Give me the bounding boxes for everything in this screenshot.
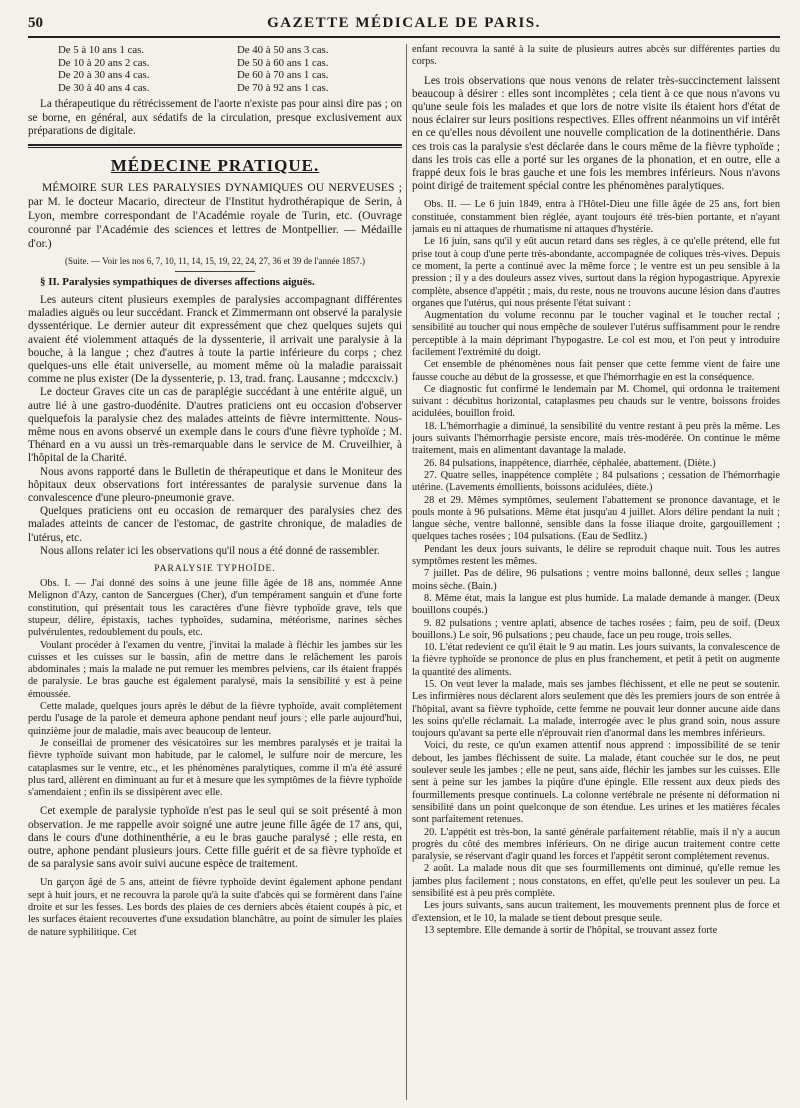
observation-paragraph: 9. 82 pulsations ; ventre aplati, absence de taches rosées ; faim, peu de soif. (Deux bouillons.) Le soir, 96 pulsations ; peu chaude, face un peu rouge, trois selles. [412,617,780,641]
observation-paragraph: Un garçon âgé de 5 ans, atteint de fièvre typhoïde devint également aphone pendant sept à huit jours, et ne recouvra la parole qu'à la suite d'abcès qui se formèrent dans l'aine droite et sur les fesses. Les bords des plaies de ces derniers abcès étaient coupés à pic, et les surfaces étaient recouvertes d'une exsudation blanchâtre, au point de simuler les plaies de nature syphilitique. Cet [28,877,402,938]
observation-paragraph: Les jours suivants, sans aucun traitement, les mouvements prennent plus de force et d'extension, et le 10, la malade se tient debout presque seule. [412,900,780,924]
subheading: § II. Paralysies sympathiques de diverses affections aiguës. [40,275,315,288]
observation-paragraph: Augmentation du volume reconnu par le toucher vaginal et le toucher rectal ; sensibilité au toucher qui nous empêche de soulever l'utérus suffisamment pour le rendre perceptible à la main déprimant l'hypogastre. Le col est mou, et l'on peut y introduire facilement l'extrémité du doigt. [412,310,780,358]
page-header [28,10,780,38]
observation-paragraph: Je conseillai de promener des vésicatoires sur les membres paralysés et je traitai la fièvre typhoïde suivant mon habitude, par le calomel, le sulfure noir de mercure, les cataplasmes sur le ventre, etc., et les phénomènes paralytiques, comme il m'a été assuré plus tard, allèrent en diminuant au fur et à mesure que les symptômes de la fièvre typhoïde s'amendaient ; enfin ils se dissipèrent avec elle. [28,737,402,799]
short-rule [175,271,255,272]
observation-paragraph: Obs. II. — Le 6 juin 1849, entra à l'Hôtel-Dieu une fille âgée de 25 ans, fort bien constituée, constamment bien réglée, ayant toujours été très-bien portante, et n'ayant jamais eu ni attaques de rhumatisme ni attaques d'hystérie. [412,199,780,236]
body-paragraph: Nous avons rapporté dans le Bulletin de thérapeutique et dans le Moniteur des hôpitaux deux observations fort intéressantes de paralysie survenue dans la convalescence d'une pleuro-pneumonie grave. [28,465,402,505]
observation-paragraph: 2 août. La malade nous dit que ses fourmillements ont diminué, qu'elle remue les jambes plus facilement ; nous constatons, en effet, qu'elle peut les soulever un peu. La sensibilité est à peu près complète. [412,863,780,900]
page-number: 50 [28,14,43,31]
age-case-row: De 30 à 40 ans 4 cas. [58,81,150,94]
age-cases-table [28,44,402,94]
body-paragraph: Nous allons relater ici les observations qu'il nous a été donné de rassembler. [40,544,380,557]
column-divider [406,44,407,1100]
observation-paragraph: Ce diagnostic fut confirmé le lendemain par M. Chomel, qui ordonna le traitement suivant : décubitus horizontal, cataplasmes peu chauds sur le ventre, boissons froides acidulées, bouillon froid. [412,383,780,420]
age-case-row: De 5 à 10 ans 1 cas. [58,44,145,56]
age-case-row: De 60 à 70 ans 1 cas. [237,69,329,82]
body-paragraph: Le docteur Graves cite un cas de paraplégie succédant à une entérite aiguë, un autre lié à une gastro-duodénite. D'autres praticiens ont eu occasion d'observer quelquefois la paralysie chez des malades atteints de fièvre intermittente. Nous-même nous en avons observé un exemple dans le cours d'une fièvre typhoïde ; M. Thénard en a vu aussi un très-remarquable dans le service de M. Cruveilhier, à l'hôpital de la Charité. [28,386,402,465]
suite-reference: (Suite. — Voir les nos 6, 7, 10, 11, 14, 15, 19, 22, 24, 27, 36 et 39 de l'année 1857.) [65,255,365,266]
observation-paragraph: Cette malade, quelques jours après le début de la fièvre typhoïde, avait complètement perdu l'usage de la parole et demeura aphone pendant neuf jours ; elle parle aujourd'hui, quinzième jour de maladie, mais avec beaucoup de lenteur. [28,701,402,737]
observation-paragraph: Cet ensemble de phénomènes nous fait penser que cette femme vient de faire une fausse couche au début de la grossesse, et que l'hémorrhagie en est la conséquence. [412,359,780,383]
age-case-row: De 10 à 20 ans 2 cas. [58,56,150,69]
observation-paragraph: 28 et 29. Mêmes symptômes, seulement l'abattement se prononce davantage, et le pouls monte à 96 pulsations. Même état jusqu'au 4 juillet. Alors délire pendant la nuit ; langue sèche, ventre ballonné, sensible dans la fosse iliaque droite, gargouillement ; quelques taches rosées ; 104 pulsations. (Eau de Sedlitz.) [412,494,780,543]
observation-paragraph: 20. L'appétit est très-bon, la santé générale parfaitement rétablie, mais il n'y a aucun progrès du côté des membres inférieurs. On ne dirige aucun traitement contre cette paralysie, se réservant d'agir quand les forces et l'appétit seront complètement revenus. [412,826,780,863]
case-heading: PARALYSIE TYPHOÏDE. [154,564,276,575]
memoir-title: MÉMOIRE SUR LES PARALYSIES DYNAMIQUES OU NERVEUSES ; par M. le docteur Macario, directeur de l'Institut hydrothérapique de Serin, à Lyon, membre correspondant de l'Académie royale de Turin, etc. (Ouvrage couronné par l'Académie des sciences et lettres de Montpellier. — Médaille d'or.) [28,180,402,250]
body-paragraph: Les auteurs citent plusieurs exemples de paralysies accompagnant différentes maladies aiguës ou leur succédant. Franck et Zimmermann ont observé la paralysie dyssentérique. Le dernier auteur dit expressément que chez quelques sujets qui avaient été violemment attaqués de la dyssenterie, il arrivait une paralysie à la bouche, à la langue ; chez d'autres à toute la partie inférieure du corps ; chez quelques-uns elle était universelle, au moment même où la maladie paraissait comme ne plus exister (De la dyssenterie, p. 13, trad. franç. Lausanne ; mdccxciv.) [28,293,402,386]
observation-paragraph: 15. On veut lever la malade, mais ses jambes fléchissent, et elle ne peut se soutenir. Les infirmières nous déclarent alors seulement que dès les premiers jours de son entrée à l'hôpital, avant sa fièvre typhoïde, cette femme ne pouvait leur donner aucune aide dans les soins qu'elle réclamait. La malade, interrogée avec le plus grand soin, nous assure toujours qu'avant sa perte elle n'éprouvait rien d'anormal dans les membres inférieurs. [412,679,780,740]
therapeutic-paragraph: La thérapeutique du rétrécissement de l'aorte n'existe pas pour ainsi dire pas ; on se borne, en général, aux sédatifs de la circulation, presque exclusivement aux préparations de digitale. [28,98,402,137]
running-title: GAZETTE MÉDICALE DE PARIS. [267,14,541,31]
observation-paragraph: 26. 84 pulsations, inappétence, diarrhée, céphalée, abattement. (Diète.) [424,457,716,469]
observation-paragraph: enfant recouvra la santé à la suite de plusieurs autres abcès sur différentes parties du corps. [412,44,780,68]
observation-paragraph: 8. Même état, mais la langue est plus humide. La malade demande à manger. (Deux bouillons coupés.) [412,592,780,617]
observation-paragraph: Pendant les deux jours suivants, le délire se reproduit chaque nuit. Tous les autres symptômes restent les mêmes. [412,543,780,568]
section-title: MÉDECINE PRATIQUE. [110,155,320,175]
left-column [28,44,402,1104]
body-paragraph: Cet exemple de paralysie typhoïde n'est pas le seul qui se soit présenté à mon observation. Je me rappelle avoir soigné une autre jeune fille âgée de 17 ans, qui, dans le cours d'une dothinenthérie, a eu le bras gauche paralysé ; elle resta, en outre, aphone pendant plusieurs jours. Cette fille guérit et de sa fièvre typhoïde et de sa paralysie sans avoir suivi aucune espèce de traitement. [28,805,402,871]
observation-paragraph: 10. L'état redevient ce qu'il était le 9 au matin. Les jours suivants, la convalescence de la fièvre typhoïde se prononce de plus en plus franchement, et petit à petit on augmente la quantité des aliments. [412,642,780,678]
body-paragraph: Quelques praticiens ont eu occasion de remarquer des paralysies chez des malades atteints de cancer de l'estomac, de gastrite chronique, de maladies de l'utérus, etc. [28,505,402,544]
observation-paragraph: 7 juillet. Pas de délire, 96 pulsations ; ventre moins ballonné, deux selles ; langue moins sèche. (Bain.) [412,568,780,592]
observation-paragraph: Le 16 juin, sans qu'il y eût aucun retard dans ses règles, à ce qu'elle prétend, elle fut prise tout à coup d'une perte très-abondante, accompagnée de coliques très-vives. Depuis ce moment, la perte a continué avec la même force ; le ventre est un peu sensible à la pression ; il y a des douleurs assez vives, surtout dans la région hypogastrique. Apyrexie complète, absence d'appétit ; mais, du reste, nous ne trouvons aucune lésion dans d'autres organes que l'utérus, qui nous présente l'état suivant : [412,236,780,309]
body-paragraph: Les trois observations que nous venons de relater très-succinctement laissent beaucoup à désirer : elles sont incomplètes ; cela tient à ce que nous n'avons vu qu'une seule fois les malades et que lors de notre visite ils étaient hors d'état de nous éclairer sur leurs positions respectives. Elles offrent néanmoins un vif intérêt en ce qu'elles nous dévoilent une nouvelle complication de la dotinenthérie. Dans ces trois cas la paralysie s'est déclarée dans le cours même de la fièvre typhoïde ; dans les trois cas elle a porté sur les organes de la phonation, et en outre, elle a frappé deux fois le bras gauche et une fois les membres inférieurs. Nous n'avons point dirigé de traitement spécial contre les phénomènes paralytiques. [412,74,780,193]
observation-paragraph: 27. Quatre selles, inappétence complète ; 84 pulsations ; cessation de l'hémorrhagie utérine. (Lavements émollients, boissons acidulées, diète.) [412,469,780,494]
age-case-row: De 70 à 92 ans 1 cas. [237,81,329,94]
section-rule [28,144,402,148]
observation-paragraph: Voici, du reste, ce qu'un examen attentif nous apprend : impossibilité de se tenir debout, les jambes fléchissent de suite. La malade, étant couchée sur le dos, ne peut soulever seule les jambes ; elle ne peut, sans aide, fléchir les jambes sur les cuisses. Elle sent à peine sur les jambes la piqûre d'une épingle. Elle ressent aux deux pieds des fourmillements presque continuels. La colonne vertébrale ne présente ni déformation ni sensibilité dans un point quelconque de son étendue. Les urines et les matières fécales sont parfaitement retenues. [412,740,780,826]
observation-paragraph: 18. L'hémorrhagie a diminué, la sensibilité du ventre restant à peu près la même. Les jours suivants l'hémorrhagie persiste encore, mais très-modérée. On continue le même traitement, mais en alimentant davantage la malade. [412,420,780,457]
age-case-row: De 40 à 50 ans 3 cas. [237,44,329,56]
age-case-row: De 50 à 60 ans 1 cas. [237,56,329,69]
observation-paragraph: Obs. I. — J'ai donné des soins à une jeune fille âgée de 18 ans, nommée Anne Melignon d'Azy, canton de Sancergues (Cher), d'un tempérament sanguin et d'une forte constitution, qui présentait tous les caractères d'une fièvre typhoïde grave, tels que stupeur, délire, épistaxis, taches typhoïdes, sudamina, météorisme, narines sèches pulvérulentes, redoublement du pouls, etc. [28,578,402,639]
right-column [412,44,780,1104]
age-case-row: De 20 à 30 ans 4 cas. [58,69,150,82]
observation-paragraph: 13 septembre. Elle demande à sortir de l'hôpital, se trouvant assez forte [424,924,718,936]
observation-paragraph: Voulant procéder à l'examen du ventre, j'invitai la malade à fléchir les jambes sur les cuisses et les cuisses sur le bassin, afin de mettre dans le relâchement les parois abdominales ; mais la malade ne put remuer les membres pelviens, car ils étaient frappés de paralysie. Le bras gauche est également paralysé, mais la sensibilité y est à peine émoussée. [28,639,402,700]
